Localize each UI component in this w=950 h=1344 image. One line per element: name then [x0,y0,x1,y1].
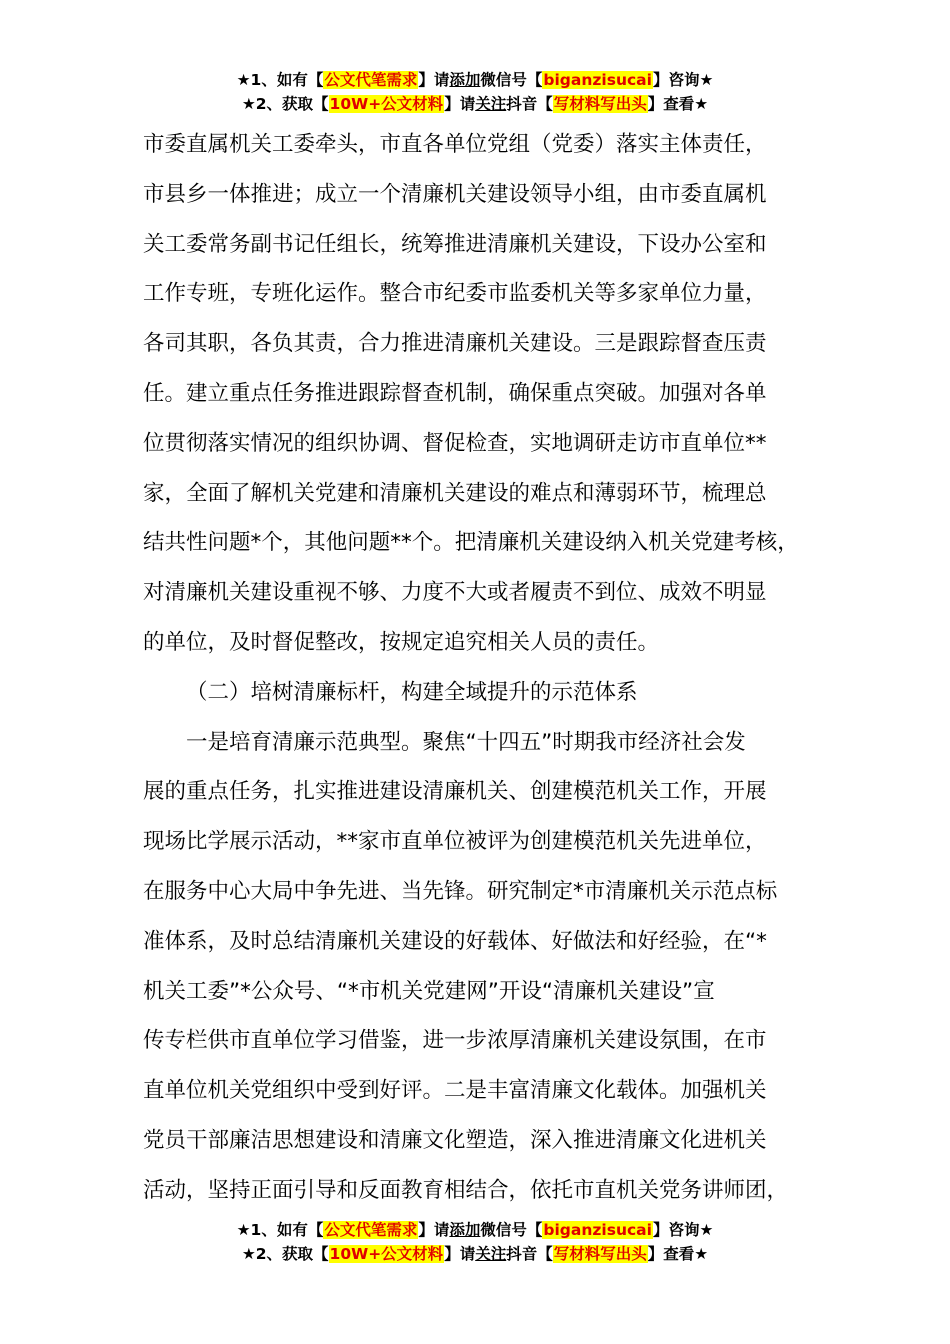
body-line: 市县乡一体推进；成立一个清廉机关建设领导小组，由市委直属机 [143,181,767,207]
body-line: 展的重点任务，扎实推进建设清廉机关、创建模范机关工作，开展 [143,779,767,805]
banner-text: 】请 [418,71,450,89]
body-line: 传专栏供市直单位学习借鉴，进一步浓厚清廉机关建设氛围，在市 [143,1028,767,1054]
body-line: 直单位机关党组织中受到好评。二是丰富清廉文化载体。加强机关 [143,1078,767,1104]
body-line: 的单位，及时督促整改，按规定追究相关人员的责任。 [143,629,660,655]
body-line: 任。建立重点任务推进跟踪督查机制，确保重点突破。加强对各单 [143,380,767,406]
highlight-materials: 10W+公文材料 [329,95,444,113]
banner-emphasis: 关注 [475,95,507,113]
star-icon: ★ [241,95,256,113]
banner-text: 2、获取【 [255,95,329,113]
body-line: 各司其职，各负其责，合力推进清廉机关建设。三是跟踪督查压责 [143,331,767,357]
banner-text: 】查看★ [647,95,709,113]
star-icon: ★ [241,1245,256,1263]
star-icon: ★ [236,71,251,89]
highlight-service: 公文代笔需求 [324,1221,418,1239]
body-line: 一是培育清廉示范典型。聚焦“十四五”时期我市经济社会发 [186,729,746,755]
banner-text: 微信号【 [480,71,543,89]
highlight-materials: 10W+公文材料 [329,1245,444,1263]
banner-line-1 [0,68,950,92]
highlight-douyin: 写材料写出头 [553,1245,647,1263]
banner-text: 微信号【 [480,1221,543,1239]
banner-line-1 [0,1218,950,1242]
banner-text: 】请 [444,95,476,113]
body-line: 准体系，及时总结清廉机关建设的好载体、好做法和好经验，在“* [143,928,767,954]
body-line: 机关工委”*公众号、“*市机关党建网”开设“清廉机关建设”宣 [143,978,715,1004]
bottom-banner [0,1218,950,1266]
banner-text: 抖音【 [506,1245,553,1263]
top-banner [0,68,950,116]
banner-emphasis: 关注 [475,1245,507,1263]
banner-line-2 [0,92,950,116]
body-line: 关工委常务副书记任组长，统筹推进清廉机关建设，下设办公室和 [143,231,767,257]
banner-emphasis: 添加 [449,1221,481,1239]
banner-text: 】咨询★ [652,1221,714,1239]
banner-text: 】咨询★ [652,71,714,89]
highlight-wechat-id: biganzisucai [543,71,652,89]
banner-text: 1、如有【 [250,1221,324,1239]
banner-text: 】请 [444,1245,476,1263]
body-line: 现场比学展示活动，**家市直单位被评为创建模范机关先进单位， [143,829,767,855]
star-icon: ★ [236,1221,251,1239]
banner-emphasis: 添加 [449,71,481,89]
body-line: 结共性问题*个，其他问题**个。把清廉机关建设纳入机关党建考核， [143,530,799,556]
banner-line-2 [0,1242,950,1266]
banner-text: 】查看★ [647,1245,709,1263]
body-line: 工作专班，专班化运作。整合市纪委市监委机关等多家单位力量， [143,281,767,307]
document-body [143,120,833,1216]
section-heading: （二）培树清廉标杆，构建全域提升的示范体系 [186,679,638,705]
body-line: 家，全面了解机关党建和清廉机关建设的难点和薄弱环节，梳理总 [143,480,767,506]
banner-text: 1、如有【 [250,71,324,89]
body-line: 在服务中心大局中争先进、当先锋。研究制定*市清廉机关示范点标 [143,878,778,904]
highlight-wechat-id: biganzisucai [543,1221,652,1239]
body-line: 市委直属机关工委牵头，市直各单位党组（党委）落实主体责任， [143,132,767,157]
banner-text: 抖音【 [506,95,553,113]
banner-text: 】请 [418,1221,450,1239]
body-line: 党员干部廉洁思想建设和清廉文化塑造，深入推进清廉文化进机关 [143,1127,767,1153]
highlight-service: 公文代笔需求 [324,71,418,89]
highlight-douyin: 写材料写出头 [553,95,647,113]
body-line: 活动，坚持正面引导和反面教育相结合，依托市直机关党务讲师团， [143,1177,789,1203]
banner-text: 2、获取【 [255,1245,329,1263]
body-line: 对清廉机关建设重视不够、力度不大或者履责不到位、成效不明显 [143,580,767,606]
body-line: 位贯彻落实情况的组织协调、督促检查，实地调研走访市直单位** [143,430,767,456]
